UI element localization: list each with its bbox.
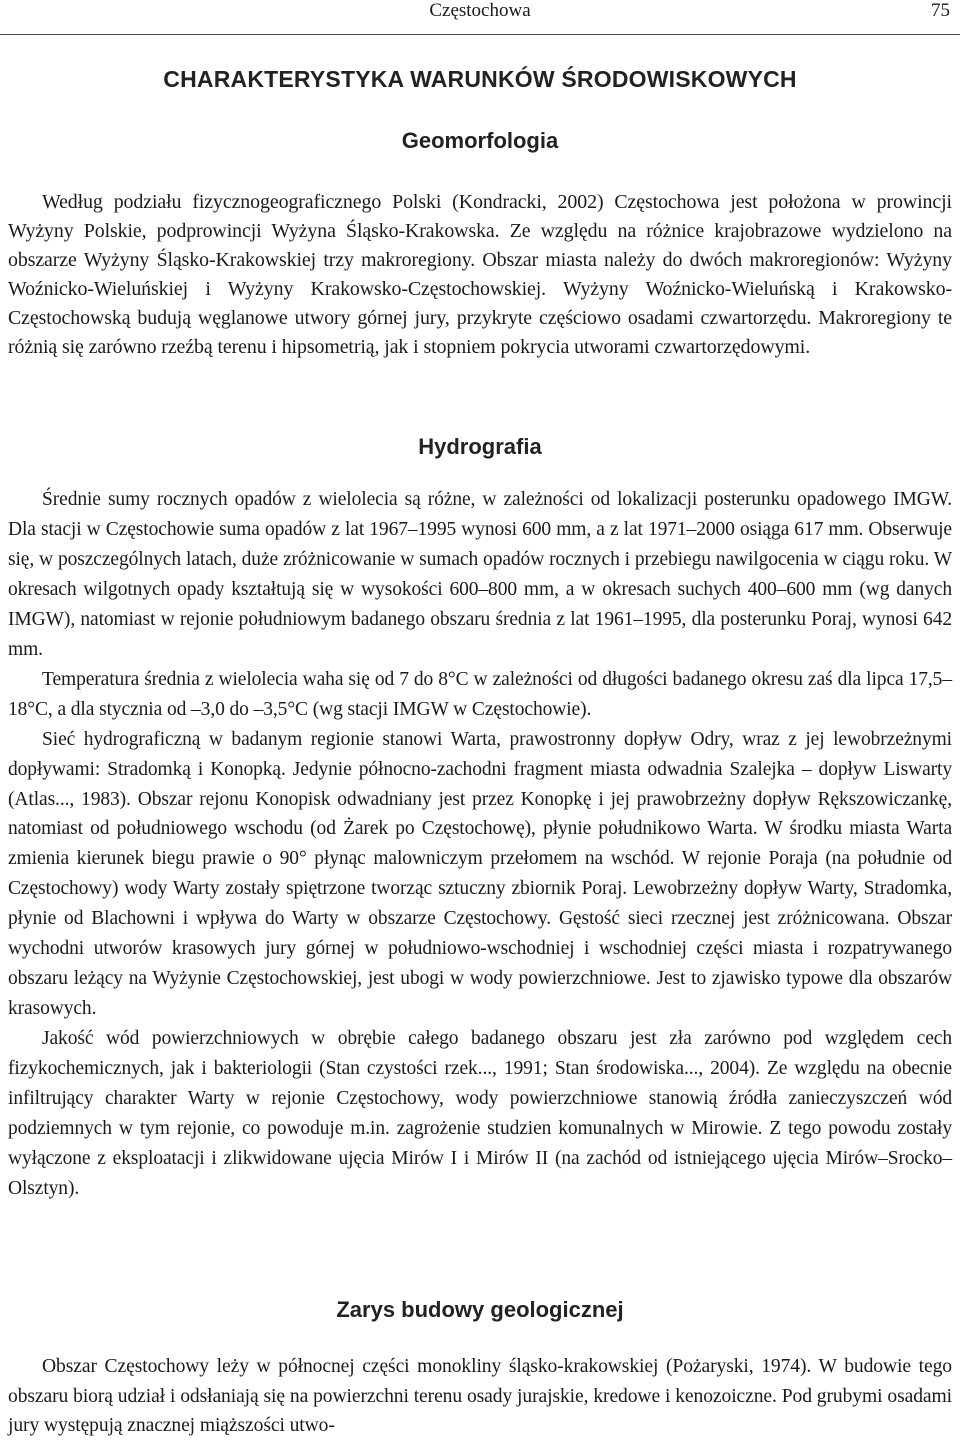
- paragraph: Według podziału fizycznogeograficznego Polski (Kondracki, 2002) Częstochowa jest położona w prowincji Wyżyny Polskie, podprowincji Wyżyna Śląsko-Krakowska. Ze względu na różnice krajobrazowe wydzielono na obszarze Wyżyny Śląsko-Krakowskiej trzy makroregiony. Obszar miasta należy do dwóch makroregionów: Wyżyny Woźnicko-Wieluńskiej i Wyżyny Krakowsko-Częstochowskiej. Wyżyny Woźnicko-Wieluńską i Krakowsko-Częstochowską budują węglanowe utwory górnej jury, przykryte częściowo osadami czwartorzędu. Makroregiony te różnią się zarówno rzeźbą terenu i hipsometrią, jak i stopniem pokrycia utworami czwartorzędowymi.: [8, 191, 952, 358]
- heading-geomorfologia: Geomorfologia: [401, 128, 559, 153]
- running-title: Częstochowa: [429, 0, 531, 21]
- page-number: 75: [931, 0, 950, 21]
- paragraph: Średnie sumy rocznych opadów z wielolecia są różne, w zależności od lokalizacji posterunku opadowego IMGW. Dla stacji w Częstochowie suma opadów z lat 1967–1995 wynosi 600 mm, a z lat 1971–2000 osiąga 617 mm. Obserwuje się, w poszczególnych latach, duże zróżnicowanie w sumach opadów rocznych i przebiegu nawilgocenia w ciągu roku. W okresach wilgotnych opady kształtują się w wysokości 600–800 mm, a w okresach suchych 400–600 mm (wg danych IMGW), natomiast w rejonie południowym badanego obszaru średnia z lat 1961–1995, dla posterunku Poraj, wynosi 642 mm.: [8, 489, 952, 660]
- geomorfologia-text: [8, 188, 952, 362]
- paragraph: Obszar Częstochowy leży w północnej części monokliny śląsko-krakowskiej (Pożaryski, 1974). W budowie tego obszaru biorą udział i odsłaniają się na powierzchni terenu osady jurajskie, kredowe i kenozoiczne. Pod grubymi osadami jury występują znacznej miąższości utwo-: [8, 1356, 952, 1436]
- section-title: CHARAKTERYSTYKA WARUNKÓW ŚRODOWISKOWYCH: [163, 66, 797, 92]
- paragraph: Jakość wód powierzchniowych w obrębie całego badanego obszaru jest zła zarówno pod względem cech fizykochemicznych, jak i bakteriologii (Stan czystości rzek..., 1991; Stan środowiska..., 2004). Ze względu na obecnie infiltrujący charakter Warty w rejonie Częstochowy, wody powierzchniowe stanowią źródła zanieczyszczeń wód podziemnych w tym rejonie, co powoduje m.in. zagrożenie studzien komunalnych w Mirowie. Z tego powodu zostały wyłączone z eksploatacji i zlikwidowane ujęcia Mirów I i Mirów II (na zachód od istniejącego ujęcia Mirów–Srocko–Olsztyn).: [8, 1028, 952, 1199]
- geologia-text: [8, 1352, 952, 1441]
- hydrografia-text: [8, 485, 952, 1204]
- running-header: [8, 0, 952, 26]
- heading-zarys-budowy-geologicznej: Zarys budowy geologicznej: [336, 1297, 624, 1322]
- heading-hydrografia: Hydrografia: [418, 434, 542, 459]
- paragraph: Temperatura średnia z wielolecia waha się od 7 do 8°C w zależności od długości badanego okresu zaś dla lipca 17,5–18°C, a dla stycznia od –3,0 do –3,5°C (wg stacji IMGW w Częstochowie).: [8, 668, 952, 720]
- paragraph: Sieć hydrograficzną w badanym regionie stanowi Warta, prawostronny dopływ Odry, wraz z jej lewobrzeżnymi dopływami: Stradomką i Konopką. Jedynie północno-zachodni fragment miasta odwadnia Szalejka – dopływ Liswarty (Atlas..., 1983). Obszar rejonu Konopisk odwadniany jest przez Konopkę i jej prawobrzeżny dopływ Rększowiczankę, natomiast od południowego wschodu (od Żarek po Częstochowę), płynie południkowo Warta. W środku miasta Warta zmienia kierunek biegu prawie o 90° płynąc malowniczym przełomem na wschód. W rejonie Poraja (na południe od Częstochowy) wody Warty zostały spiętrzone tworząc sztuczny zbiornik Poraj. Lewobrzeżny dopływ Warty, Stradomka, płynie od Blachowni i wpływa do Warty w obszarze Częstochowy. Gęstość sieci rzecznej jest zróżnicowana. Obszar wychodni utworów krasowych jury górnej w południowo-wschodniej i wschodniej części miasta i rozpatrywanego obszaru leżący na Wyżynie Częstochowskiej, jest ubogi w wody powierzchniowe. Jest to zjawisko typowe dla obszarów krasowych.: [8, 728, 952, 1020]
- header-rule: [0, 34, 960, 35]
